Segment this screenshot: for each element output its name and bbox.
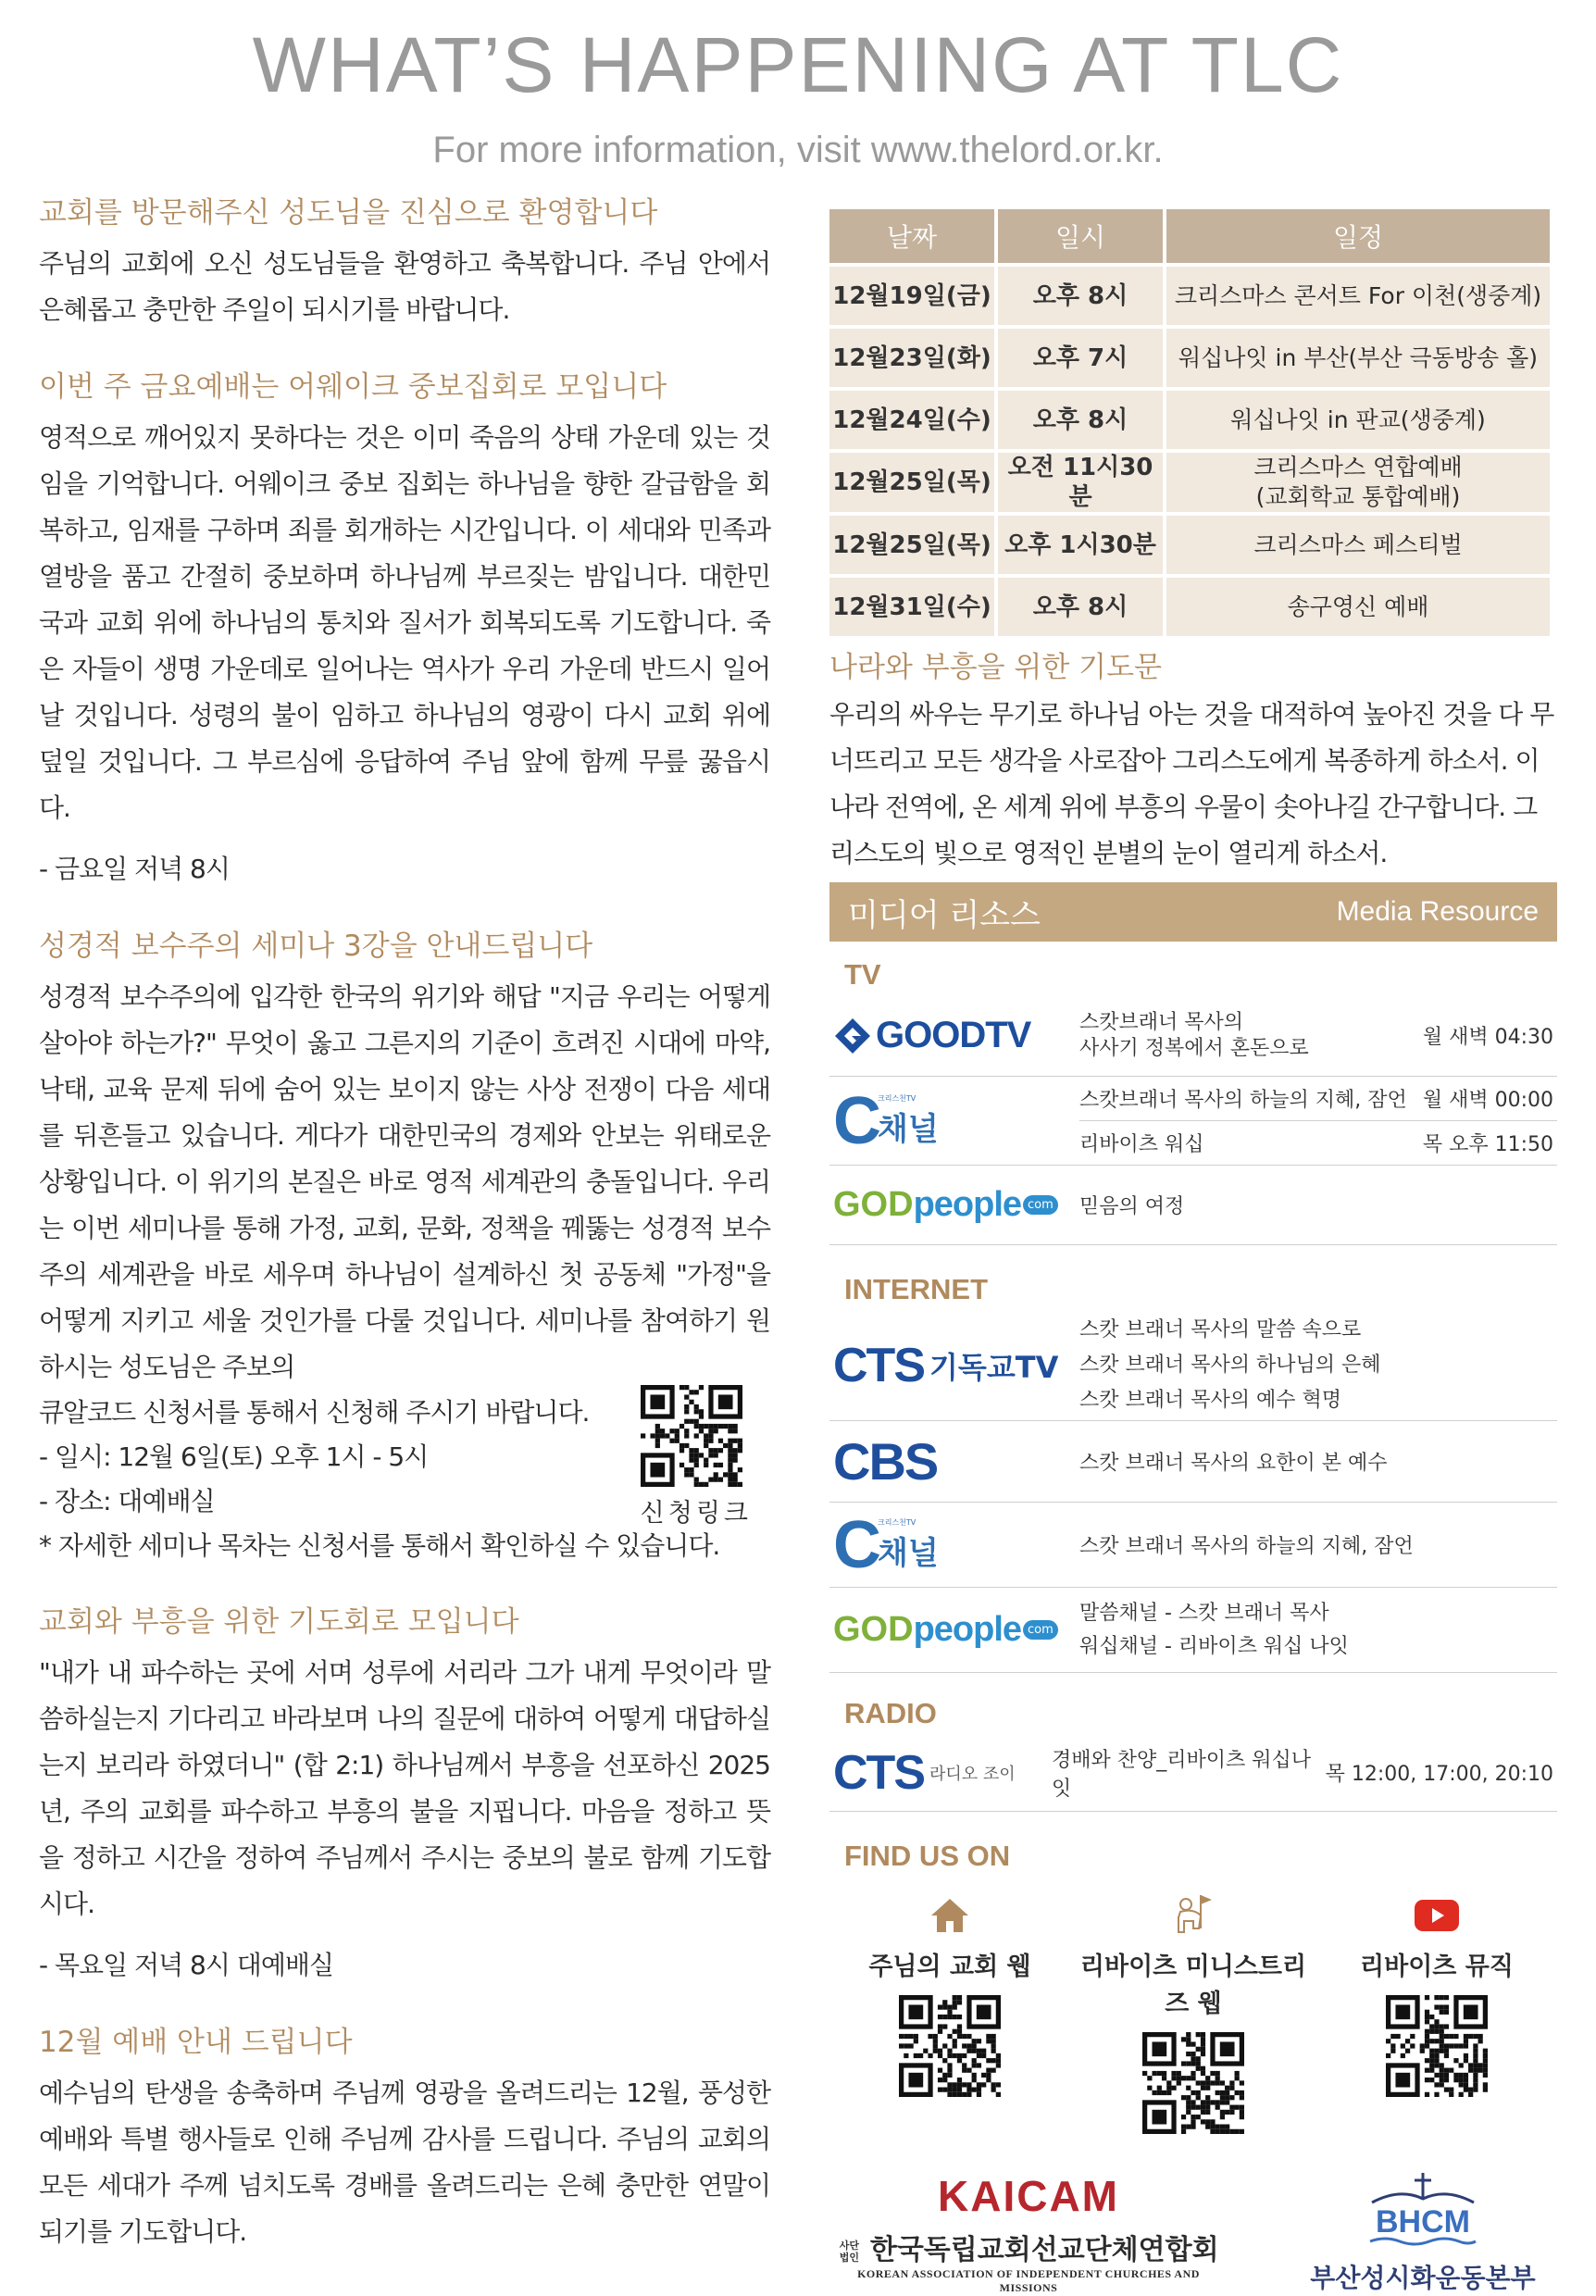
seminar-title: 성경적 보수주의 세미나 3강을 안내드립니다 — [39, 930, 593, 963]
find-us-label: FIND US ON — [844, 1840, 1011, 1872]
schedule-header-date: 날짜 — [829, 209, 994, 263]
levites-music-qr-code[interactable] — [1386, 1995, 1488, 2097]
cbs-programs — [1079, 1447, 1557, 1476]
youtube-icon — [1414, 1899, 1460, 1932]
godpeople-logo — [829, 1185, 1079, 1225]
find-us-row — [829, 1890, 1557, 2138]
schedule-row — [829, 516, 1550, 574]
cts-radio-programs — [1052, 1744, 1557, 1802]
cts-tv-text: 기독교TV — [929, 1349, 1059, 1385]
program-title: 스캇 브래너 목사의 요한이 본 예수 — [1079, 1452, 1388, 1475]
cts-radio-logo — [829, 1745, 1052, 1801]
radio-category-label: RADIO — [844, 1697, 937, 1729]
schedule-date: 12월31일(수) — [829, 578, 994, 636]
cchannel-internet-programs — [1079, 1530, 1557, 1559]
godpeople-com-badge: com — [1023, 1620, 1058, 1640]
cts-logo — [829, 1338, 1079, 1393]
schedule-header-event: 일정 — [1166, 209, 1550, 263]
december-title: 12월 예배 안내 드립니다 — [39, 2026, 353, 2059]
media-row-godpeople-tv[interactable] — [829, 1166, 1557, 1245]
page-title: WHAT’S HAPPENING AT TLC — [252, 21, 1344, 108]
welcome-body: 주님의 교회에 오신 성도님들을 환영하고 축복합니다. 주님 안에서 은혜롭고 충만한 주일이 되시기를 바랍니다. — [39, 248, 770, 325]
program-title: 워십채널 - 리바이츠 워십 나잇 — [1079, 1634, 1349, 1658]
welcome-section — [39, 193, 770, 333]
cts-logo-text: CTS — [833, 1338, 924, 1392]
media-bar-korean: 미디어 리소스 — [848, 896, 1041, 934]
schedule-date: 12월23일(화) — [829, 329, 994, 387]
program-title: 경배와 찬양_리바이츠 워십나잇 — [1052, 1748, 1312, 1801]
levites-web-qr-code[interactable] — [1142, 2032, 1244, 2134]
media-row-godpeople-internet[interactable] — [829, 1588, 1557, 1673]
friday-title: 이번 주 금요예배는 어웨이크 중보집회로 모입니다 — [39, 370, 667, 404]
schedule-date: 12월24일(수) — [829, 391, 994, 449]
friday-note: - 금요일 저녁 8시 — [39, 854, 230, 884]
december-body: 예수님의 탄생을 송축하며 주님께 영광을 올려드리는 12월, 풍성한 예배와 특별 행사들로 인해 주님께 감사를 드립니다. 주님의 교회의 모든 세대가 주께 넘치도록 경배를 올려드리는 은혜 충만한 연말이 되기를 기도합니다. — [39, 2078, 770, 2247]
signup-qr-label: 신청링크 — [640, 1499, 752, 1528]
schedule-event-line2: (교회학교 통합예배) — [1255, 483, 1461, 510]
organization-logos — [829, 2171, 1557, 2295]
prayer-title: 나라와 부흥을 위한 기도문 — [829, 651, 1162, 684]
program-title: 스캇 브래너 목사의 말씀 속으로 — [1079, 1317, 1362, 1341]
program-time: 목 12:00, 17:00, 20:10 — [1325, 1763, 1553, 1786]
schedule-event — [1166, 453, 1550, 512]
find-item-label: 리바이츠 미니스트리즈 웹 — [1079, 1953, 1307, 2018]
revival-section — [39, 1602, 770, 1989]
schedule-event: 크리스마스 페스티벌 — [1166, 516, 1550, 574]
seminar-body: 성경적 보수주의에 입각한 한국의 위기와 해답 "지금 우리는 어떻게 살아야 하는가?" 무엇이 옳고 그른지의 기준이 흐려진 시대에 마약, 낙태, 교육 문제 뒤에 숨어 있는 보이지 않는 사상 전쟁이 다음 세대를 뒤흔들고 있습니다. 게다가 대한민국의 경제와 안보는 위태로운 상황입니다. 이 위기의 본질은 바로 영적 세계관의 충돌입니다. 우리는 이번 세미나를 통해 가정, 교회, 문화, 정책을 꿰뚫는 성경적 보수주의 세계관을 바로 세우며 하나님이 설계하신 첫 공동체 "가정"을 어떻게 지키고 세울 것인가를 다룰 것입니다. 세미나를 참여하기 원하시는 성도님은 주보의 — [39, 981, 770, 1382]
cchannel-logo — [829, 1083, 1079, 1158]
kaicam-logo — [829, 2171, 1228, 2295]
schedule-row — [829, 391, 1550, 449]
program-title: 스캇 브래너 목사의 예수 혁명 — [1079, 1388, 1341, 1412]
media-row-cts[interactable] — [829, 1310, 1557, 1421]
kaicam-prefix: 사단법인 — [839, 2239, 860, 2264]
december-section — [39, 2022, 770, 2255]
goodtv-programs — [1079, 1010, 1557, 1062]
media-row-cchannel[interactable] — [829, 1077, 1557, 1166]
godpeople-people-text: people — [913, 1185, 1022, 1224]
internet-category-label: INTERNET — [844, 1273, 988, 1305]
godpeople-people-text: people — [913, 1610, 1022, 1649]
schedule-time: 오후 8시 — [998, 578, 1163, 636]
program-title: 스캇브래너 목사의 사사기 정복에서 혼돈으로 — [1079, 1010, 1309, 1060]
kaicam-korean-name: 한국독립교회선교단체연합회 — [869, 2234, 1219, 2266]
schedule-event: 크리스마스 콘서트 For 이천(생중계) — [1166, 267, 1550, 325]
program-title: 믿음의 여정 — [1079, 1195, 1185, 1218]
church-web-qr-code[interactable] — [899, 1995, 1001, 2097]
program-time: 목 오후 11:50 — [1422, 1133, 1553, 1156]
godpeople-god-text: GOD — [833, 1185, 914, 1224]
media-resource-bar — [829, 882, 1557, 942]
seminar-date: - 일시: 12월 6일(토) 오후 1시 - 5시 — [39, 1441, 429, 1472]
seminar-section — [39, 926, 770, 1568]
program-title: 스캇브래너 목사의 하늘의 지혜, 잠언 — [1079, 1089, 1407, 1112]
cchannel-programs — [1079, 1084, 1557, 1157]
cchannel-c-icon: C — [833, 1507, 881, 1582]
cchannel-small-text: 크리스천TV — [878, 1517, 916, 1527]
friday-body: 영적으로 깨어있지 못하다는 것은 이미 죽음의 상태 가운데 있는 것임을 기억합니다. 어웨이크 중보 집회는 하나님을 향한 갈급함을 회복하고, 임재를 구하며 죄를 회개하는 시간입니다. 이 세대와 민족과 열방을 품고 간절히 중보하며 하나님께 부르짖는 밤입니다. 대한민국과 교회 위에 하나님의 통치와 질서가 회복되도록 기도합니다. 죽은 자들이 생명 가운데로 일어나는 역사가 우리 가운데 반드시 일어날 것입니다. 성령의 불이 임하고 하나님의 영광이 다시 교회 위에 덮일 것입니다. 그 부르심에 응답하여 주님 앞에 함께 무릎 꿇읍시다. — [39, 422, 770, 823]
schedule-date: 12월25일(목) — [829, 516, 994, 574]
prayer-body: 우리의 싸우는 무기로 하나님 아는 것을 대적하여 높아진 것을 다 무너뜨리고 모든 생각을 사로잡아 그리스도에게 복종하게 하소서. 이 나라 전역에, 온 세계 위에 부흥의 우물이 솟아나길 간구합니다. 그리스도의 빛으로 영적인 분별의 눈이 열리게 하소서. — [829, 699, 1554, 868]
seminar-remark: * 자세한 세미나 목차는 신청서를 통해서 확인하실 수 있습니다. — [39, 1530, 720, 1561]
media-bar-english: Media Resource — [1336, 896, 1539, 927]
find-church-web[interactable] — [829, 1890, 1070, 2138]
godpeople-com-badge: com — [1023, 1195, 1058, 1215]
seminar-place: - 장소: 대예배실 — [39, 1486, 215, 1516]
godpeople-internet-programs — [1079, 1597, 1557, 1664]
program-title: 리바이츠 워십 — [1079, 1133, 1204, 1156]
godpeople-god-text: GOD — [833, 1610, 914, 1649]
schedule-time: 오전 11시30분 — [998, 453, 1163, 512]
schedule-time: 오후 7시 — [998, 329, 1163, 387]
schedule-time: 오후 1시30분 — [998, 516, 1163, 574]
schedule-row — [829, 453, 1550, 512]
bhcm-text: BHCM — [1376, 2204, 1470, 2240]
home-icon — [929, 1897, 970, 1934]
goodtv-logo — [829, 1015, 1079, 1056]
revival-body: "내가 내 파수하는 곳에 서며 성루에 서리라 그가 내게 무엇이라 말씀하실는지 기다리고 바라보며 나의 질문에 대하여 어떻게 대답하실는지 보리라 하였더니" (합 2:1) 하나님께서 부흥을 선포하신 2025년, 주의 교회를 파수하고 부흥의 불을 지핍니다. 마음을 정하고 뜻을 정하고 시간을 정하여 주님께서 주시는 중보의 불로 함께 기도합시다. — [39, 1657, 770, 1919]
cts-programs — [1079, 1313, 1557, 1418]
cbs-logo-text: CBS — [833, 1432, 938, 1491]
schedule-row — [829, 578, 1550, 636]
find-levites-web[interactable] — [1073, 1890, 1314, 2138]
lamb-icon — [1173, 1891, 1214, 1940]
cchannel-small-text: 크리스천TV — [878, 1093, 916, 1103]
media-row-cchannel-internet[interactable] — [829, 1503, 1557, 1588]
program-time: 월 새벽 00:00 — [1422, 1089, 1553, 1112]
schedule-row — [829, 329, 1550, 387]
schedule-time: 오후 8시 — [998, 391, 1163, 449]
welcome-title: 교회를 방문해주신 성도님을 진심으로 환영합니다 — [39, 196, 658, 230]
page-subtitle: For more information, visit www.thelord.or.kr. — [432, 130, 1164, 170]
schedule-table — [826, 206, 1553, 640]
program-title: 스캇 브래너 목사의 하늘의 지혜, 잠언 — [1079, 1535, 1414, 1558]
kaicam-english-name: KOREAN ASSOCIATION OF INDEPENDENT CHURCHES AND MISSIONS — [857, 2267, 1200, 2294]
find-levites-music[interactable] — [1316, 1890, 1557, 2138]
schedule-event: 송구영신 예배 — [1166, 578, 1550, 636]
cchannel-text: 채널 — [878, 1110, 939, 1148]
schedule-event: 워십나잇 in 부산(부산 극동방송 홀) — [1166, 329, 1550, 387]
schedule-row — [829, 267, 1550, 325]
program-title: 스캇 브래너 목사의 하나님의 은혜 — [1079, 1353, 1381, 1377]
godpeople-logo — [829, 1610, 1079, 1650]
cts-radio-text: 라디오 조이 — [929, 1764, 1016, 1784]
revival-title: 교회와 부흥을 위한 기도회로 모입니다 — [39, 1605, 519, 1639]
kaicam-text: KAICAM — [938, 2172, 1119, 2220]
bhcm-logo — [1289, 2171, 1557, 2295]
tv-category-label: TV — [844, 958, 881, 991]
seminar-details — [39, 1391, 770, 1568]
bhcm-korean-name: 부산성시화운동본부 — [1310, 2263, 1536, 2293]
program-title: 말씀채널 - 스캇 브래너 목사 — [1079, 1601, 1329, 1625]
schedule-header-time: 일시 — [998, 209, 1163, 263]
schedule-time: 오후 8시 — [998, 267, 1163, 325]
cchannel-text: 채널 — [878, 1534, 939, 1572]
revival-note: - 목요일 저녁 8시 대예배실 — [39, 1950, 334, 1980]
bhcm-emblem-icon — [1353, 2171, 1492, 2251]
right-column — [829, 206, 1557, 2295]
cchannel-logo — [829, 1507, 1079, 1582]
goodtv-mark-icon — [833, 1017, 872, 1055]
schedule-event-line1: 크리스마스 연합예배 — [1253, 454, 1463, 480]
cbs-logo — [829, 1431, 1079, 1491]
goodtv-logo-text: GOODTV — [876, 1015, 1031, 1055]
find-item-label: 주님의 교회 웹 — [868, 1953, 1031, 1981]
cchannel-c-icon: C — [833, 1083, 881, 1158]
media-row-cbs[interactable] — [829, 1421, 1557, 1503]
cts-logo-text: CTS — [833, 1745, 924, 1800]
friday-section — [39, 367, 770, 892]
media-row-cts-radio[interactable] — [829, 1734, 1557, 1812]
schedule-date: 12월19일(금) — [829, 267, 994, 325]
schedule-event: 워십나잇 in 판교(생중계) — [1166, 391, 1550, 449]
page-header — [0, 19, 1596, 172]
media-row-goodtv[interactable] — [829, 995, 1557, 1077]
find-item-label: 리바이츠 뮤직 — [1360, 1953, 1514, 1981]
program-time: 월 새벽 04:30 — [1422, 1026, 1553, 1049]
godpeople-tv-programs — [1079, 1191, 1557, 1219]
seminar-body-end: 큐알코드 신청서를 통해서 신청해 주시기 바랍니다. — [39, 1397, 590, 1428]
left-column — [39, 193, 770, 2289]
signup-qr-code[interactable] — [641, 1385, 742, 1487]
schedule-date: 12월25일(목) — [829, 453, 994, 512]
